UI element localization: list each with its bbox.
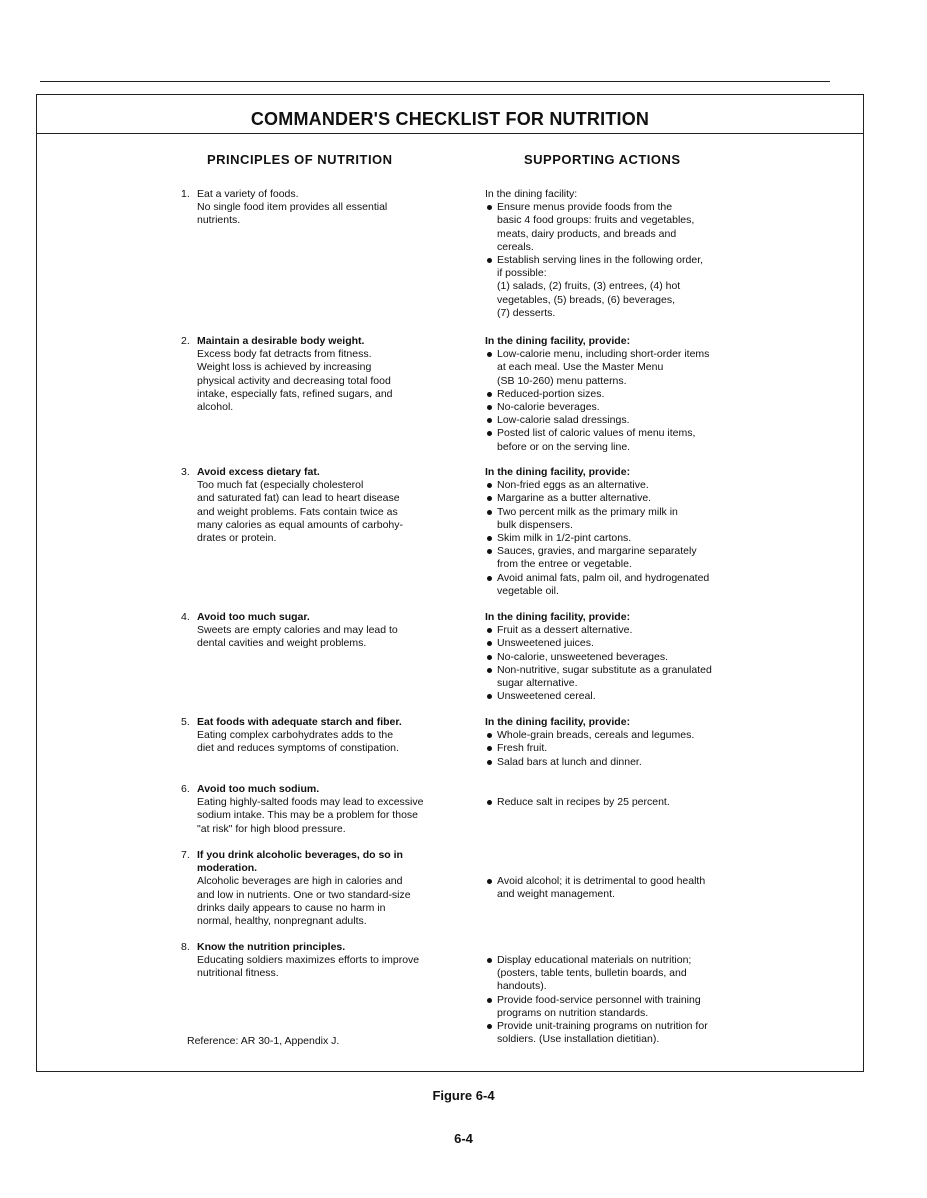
principle-title: Eat foods with adequate starch and fiber. — [197, 716, 402, 728]
principle-4: 4. Avoid too much sugar. Sweets are empty calories and may lead to dental cavities and weight problems. — [181, 611, 466, 651]
page-number: 6-4 — [454, 1131, 473, 1146]
action-item: Posted list of caloric values of menu items, before or on the serving line. — [485, 427, 760, 453]
column-header-actions: SUPPORTING ACTIONS — [524, 152, 681, 167]
principle-title: Know the nutrition principles. — [197, 941, 346, 953]
principle-1: 1. Eat a variety of foods. No single food item provides all essential nutrients. — [181, 188, 466, 228]
principle-6: 6. Avoid too much sodium. Eating highly-salted foods may lead to excessive sodium intake. This may be a problem for those "at risk" for high blood pressure. — [181, 783, 466, 836]
column-header-principles: PRINCIPLES OF NUTRITION — [207, 152, 393, 167]
action-heading: In the dining facility, provide: — [485, 611, 631, 623]
principle-title: Avoid too much sugar. — [197, 611, 310, 623]
action-item: Skim milk in 1/2-pint cartons. — [485, 532, 760, 545]
action-item: Salad bars at lunch and dinner. — [485, 756, 760, 769]
action-item: Non-fried eggs as an alternative. — [485, 479, 760, 492]
actions-7 — [485, 875, 760, 901]
action-item: Unsweetened juices. — [485, 637, 760, 650]
checklist-frame — [36, 94, 864, 1072]
actions-1 — [485, 188, 760, 320]
principle-2: 2. Maintain a desirable body weight. Excess body fat detracts from fitness. Weight loss is achieved by increasing physical activity and decreasing total food intake, especially fats, refined sugars, and alcohol. — [181, 335, 466, 414]
principle-title: Avoid excess dietary fat. — [197, 466, 320, 478]
action-item: Fruit as a dessert alternative. — [485, 624, 760, 637]
actions-2 — [485, 335, 760, 454]
action-item: Provide unit-training programs on nutrition for soldiers. (Use installation dietitian). — [485, 1020, 760, 1046]
action-item: No-calorie, unsweetened beverages. — [485, 651, 760, 664]
reference-note: Reference: AR 30-1, Appendix J. — [187, 1035, 340, 1047]
principle-5: 5. Eat foods with adequate starch and fiber. Eating complex carbohydrates adds to the diet and reduces symptoms of constipation. — [181, 716, 466, 756]
principle-3: 3. Avoid excess dietary fat. Too much fat (especially cholesterol and saturated fat) can lead to heart disease and weight problems. Fats contain twice as many calories as equal amounts of carbohy- drates or protein. — [181, 466, 466, 545]
action-heading: In the dining facility, provide: — [485, 466, 631, 478]
action-item: Whole-grain breads, cereals and legumes. — [485, 729, 760, 742]
principle-title: Avoid too much sodium. — [197, 783, 320, 795]
action-item: Low-calorie menu, including short-order items at each meal. Use the Master Menu (SB 10-260) menu patterns. — [485, 348, 760, 388]
principle-7: 7. If you drink alcoholic beverages, do so in moderation. Alcoholic beverages are high in calories and and low in nutrients. One or two standard-size drinks daily appears to cause no harm in normal, healthy, nonpregnant adults. — [181, 849, 466, 928]
top-rule — [40, 81, 830, 82]
action-item: Display educational materials on nutrition; (posters, table tents, bulletin boards, and handouts). — [485, 954, 760, 994]
action-item: Provide food-service personnel with training programs on nutrition standards. — [485, 994, 760, 1020]
actions-3 — [485, 466, 760, 598]
action-item: Non-nutritive, sugar substitute as a granulated sugar alternative. — [485, 664, 760, 690]
actions-4 — [485, 611, 760, 703]
action-item: Sauces, gravies, and margarine separately from the entree or vegetable. — [485, 545, 760, 571]
figure-caption: Figure 6-4 — [432, 1088, 495, 1103]
action-item: No-calorie beverages. — [485, 401, 760, 414]
principle-title: If you drink alcoholic beverages, do so in — [197, 849, 403, 861]
action-item: Avoid alcohol; it is detrimental to good health and weight management. — [485, 875, 760, 901]
principle-8: 8. Know the nutrition principles. Educating soldiers maximizes efforts to improve nutritional fitness. — [181, 941, 466, 981]
title-rule — [37, 133, 863, 134]
action-heading: In the dining facility: — [485, 188, 578, 200]
action-item: Reduced-portion sizes. — [485, 388, 760, 401]
action-item: Fresh fruit. — [485, 742, 760, 755]
page-title: COMMANDER'S CHECKLIST FOR NUTRITION — [250, 109, 650, 129]
action-item: Low-calorie salad dressings. — [485, 414, 760, 427]
action-item: Avoid animal fats, palm oil, and hydrogenated vegetable oil. — [485, 572, 760, 598]
action-item: Reduce salt in recipes by 25 percent. — [485, 796, 760, 809]
action-item: Establish serving lines in the following order, if possible: (1) salads, (2) fruits, (3) entrees, (4) hot vegetables, (5) breads, (6) beverages, (7) desserts. — [485, 254, 760, 320]
action-item: Ensure menus provide foods from the basic 4 food groups: fruits and vegetables, meats, dairy products, and breads and cereals. — [485, 201, 760, 254]
actions-8 — [485, 954, 760, 1046]
principle-title: Maintain a desirable body weight. — [197, 335, 365, 347]
principle-title: Eat a variety of foods. — [197, 188, 299, 200]
action-item: Unsweetened cereal. — [485, 690, 760, 703]
action-heading: In the dining facility, provide: — [485, 335, 631, 347]
action-heading: In the dining facility, provide: — [485, 716, 631, 728]
actions-5 — [485, 716, 760, 769]
action-item: Two percent milk as the primary milk in bulk dispensers. — [485, 506, 760, 532]
actions-6 — [485, 796, 760, 809]
action-item: Margarine as a butter alternative. — [485, 492, 760, 505]
